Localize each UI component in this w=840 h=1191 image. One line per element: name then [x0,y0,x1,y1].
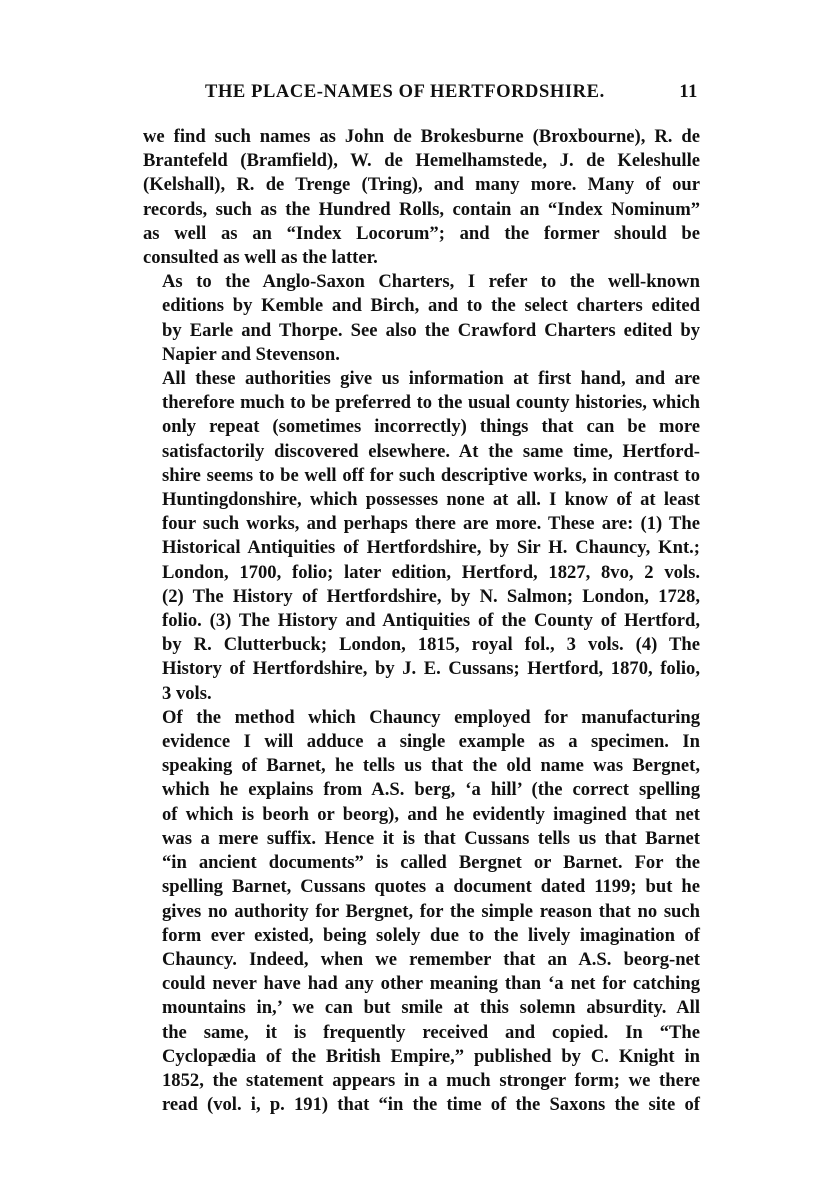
text-line: evidence I will adduce a single example as a specimen. In [162,731,700,753]
text-line: (Kelshall), R. de Trenge (Tring), and many more. Many of our [143,174,700,196]
page-body [143,125,700,1117]
text-line: therefore much to be preferred to the usual county histories, which [162,392,700,414]
text-line: shire seems to be well off for such descriptive works, in contrast to [162,464,700,486]
text-line: records, such as the Hundred Rolls, contain an “Index Nominum” [143,198,700,220]
text-line: History of Hertfordshire, by J. E. Cussans; Hertford, 1870, folio, [162,658,700,680]
text-line: folio. (3) The History and Antiquities of the County of Hertford, [162,610,700,632]
text-line: four such works, and perhaps there are more. These are: (1) The [162,513,700,535]
text-line: as well as an “Index Locorum”; and the former should be [143,222,700,244]
running-head [143,82,700,112]
text-line: Cyclopædia of the British Empire,” published by C. Knight in [162,1045,700,1067]
text-line: editions by Kemble and Birch, and to the select charters edited [162,295,700,317]
text-line: “in ancient documents” is called Bergnet or Barnet. For the [162,852,700,874]
text-line: mountains in,’ we can but smile at this solemn absurdity. All [162,997,700,1019]
running-title: THE PLACE-NAMES OF HERTFORDSHIRE. [205,82,605,102]
text-line: Historical Antiquities of Hertfordshire, by Sir H. Chauncy, Knt.; [162,537,700,559]
text-line: (2) The History of Hertfordshire, by N. Salmon; London, 1728, [162,585,700,607]
text-line: which he explains from A.S. berg, ‘a hill’ (the correct spelling [162,779,700,801]
text-line: by Earle and Thorpe. See also the Crawford Charters edited by [162,319,700,341]
text-line: 3 vols. [162,682,212,704]
text-line: only repeat (sometimes incorrectly) things that can be more [162,416,700,438]
paragraph [143,270,700,367]
text-line: of which is beorh or beorg), and he evidently imagined that net [162,803,700,825]
text-line: could never have had any other meaning than ‘a net for catching [162,973,700,995]
text-line: 1852, the statement appears in a much stronger form; we there [162,1069,700,1091]
text-line: Brantefeld (Bramfield), W. de Hemelhamstede, J. de Keleshulle [143,150,700,172]
text-line: London, 1700, folio; later edition, Hertford, 1827, 8vo, 2 vols. [162,561,700,583]
text-line: Huntingdonshire, which possesses none at all. I know of at least [162,489,700,511]
text-line: read (vol. i, p. 191) that “in the time of the Saxons the site of [162,1094,700,1116]
text-line: form ever existed, being solely due to the lively imagination of [162,924,700,946]
text-line: Chauncy. Indeed, when we remember that an A.S. beorg-net [162,948,700,970]
text-line: was a mere suffix. Hence it is that Cussans tells us that Barnet [162,827,700,849]
paragraph [143,125,700,270]
page-number: 11 [679,82,698,102]
text-line: we find such names as John de Brokesburne (Broxbourne), R. de [143,126,700,147]
text-line: satisfactorily discovered elsewhere. At the same time, Hertford- [162,440,700,462]
text-line: All these authorities give us information at first hand, and are [162,368,700,390]
text-line: Of the method which Chauncy employed for manufacturing [162,706,700,728]
text-line: spelling Barnet, Cussans quotes a document dated 1199; but he [162,876,700,898]
paragraph [143,367,700,706]
book-page [143,82,700,1117]
text-line: the same, it is frequently received and copied. In “The [162,1021,700,1043]
text-line: speaking of Barnet, he tells us that the old name was Bergnet, [162,755,700,777]
text-line: consulted as well as the latter. [143,247,378,269]
text-line: by R. Clutterbuck; London, 1815, royal fol., 3 vols. (4) The [162,634,700,656]
text-line: Napier and Stevenson. [162,343,340,365]
text-line: As to the Anglo-Saxon Charters, I refer to the well-known [162,271,700,293]
paragraph [143,706,700,1117]
text-line: gives no authority for Bergnet, for the simple reason that no such [162,900,700,922]
